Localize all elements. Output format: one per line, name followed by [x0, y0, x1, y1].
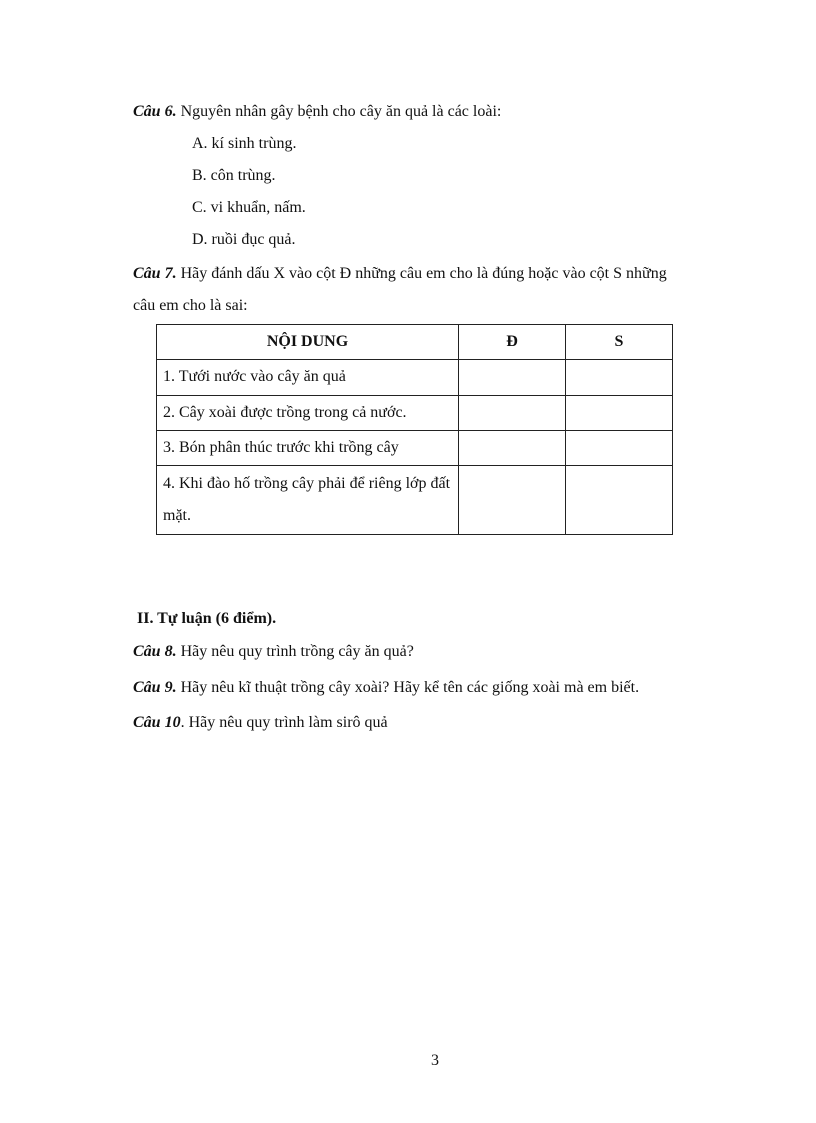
- question-8: [133, 642, 414, 662]
- question-6-text: Nguyên nhân gây bệnh cho cây ăn quả là các loài:: [176, 103, 502, 120]
- question-8-label: Câu 8.: [133, 643, 177, 660]
- question-10-label: Câu 10: [133, 714, 181, 731]
- question-6: [133, 102, 501, 122]
- true-false-table: [156, 324, 673, 535]
- question-7-label: Câu 7.: [133, 265, 177, 282]
- table-row: [157, 466, 673, 535]
- row-content: 1. Tưới nước vào cây ăn quả: [157, 360, 459, 395]
- question-10: [133, 713, 388, 733]
- question-7-text-line2: câu em cho là sai:: [133, 297, 248, 314]
- table-row: [157, 430, 673, 465]
- section-2-title: II. Tự luận (6 điểm).: [137, 610, 277, 627]
- answer-cell-true[interactable]: [459, 395, 566, 430]
- row-content: 4. Khi đào hố trồng cây phải để riêng lớp đất mặt.: [157, 466, 459, 535]
- question-7-text-line1: Hãy đánh dấu X vào cột Đ những câu em cho là đúng hoặc vào cột S những: [176, 265, 667, 282]
- row-content: 2. Cây xoài được trồng trong cả nước.: [157, 395, 459, 430]
- answer-cell-false[interactable]: [566, 395, 673, 430]
- answer-cell-false[interactable]: [566, 466, 673, 535]
- question-10-text: . Hãy nêu quy trình làm sirô quả: [180, 714, 388, 731]
- question-6-option-d: D. ruồi đục quả.: [192, 231, 296, 248]
- table-header-row: [157, 325, 673, 360]
- answer-cell-false[interactable]: [566, 430, 673, 465]
- question-8-text: Hãy nêu quy trình trồng cây ăn quả?: [176, 643, 414, 660]
- header-content: NỘI DUNG: [157, 325, 459, 360]
- question-6-label: Câu 6.: [133, 103, 177, 120]
- question-9-label: Câu 9.: [133, 679, 177, 696]
- question-9-text: Hãy nêu kĩ thuật trồng cây xoài? Hãy kể tên các giống xoài mà em biết.: [176, 679, 640, 696]
- answer-cell-false[interactable]: [566, 360, 673, 395]
- table-row: [157, 395, 673, 430]
- question-9: [133, 678, 639, 698]
- question-6-option-c: C. vi khuẩn, nấm.: [192, 199, 306, 216]
- answer-cell-true[interactable]: [459, 466, 566, 535]
- question-6-option-a: A. kí sinh trùng.: [192, 135, 297, 152]
- question-6-option-b: B. côn trùng.: [192, 167, 276, 184]
- header-true: Đ: [459, 325, 566, 360]
- answer-cell-true[interactable]: [459, 360, 566, 395]
- answer-cell-true[interactable]: [459, 430, 566, 465]
- table-row: [157, 360, 673, 395]
- question-7: [133, 264, 667, 284]
- row-content: 3. Bón phân thúc trước khi trồng cây: [157, 430, 459, 465]
- page-number: 3: [431, 1052, 439, 1069]
- header-false: S: [566, 325, 673, 360]
